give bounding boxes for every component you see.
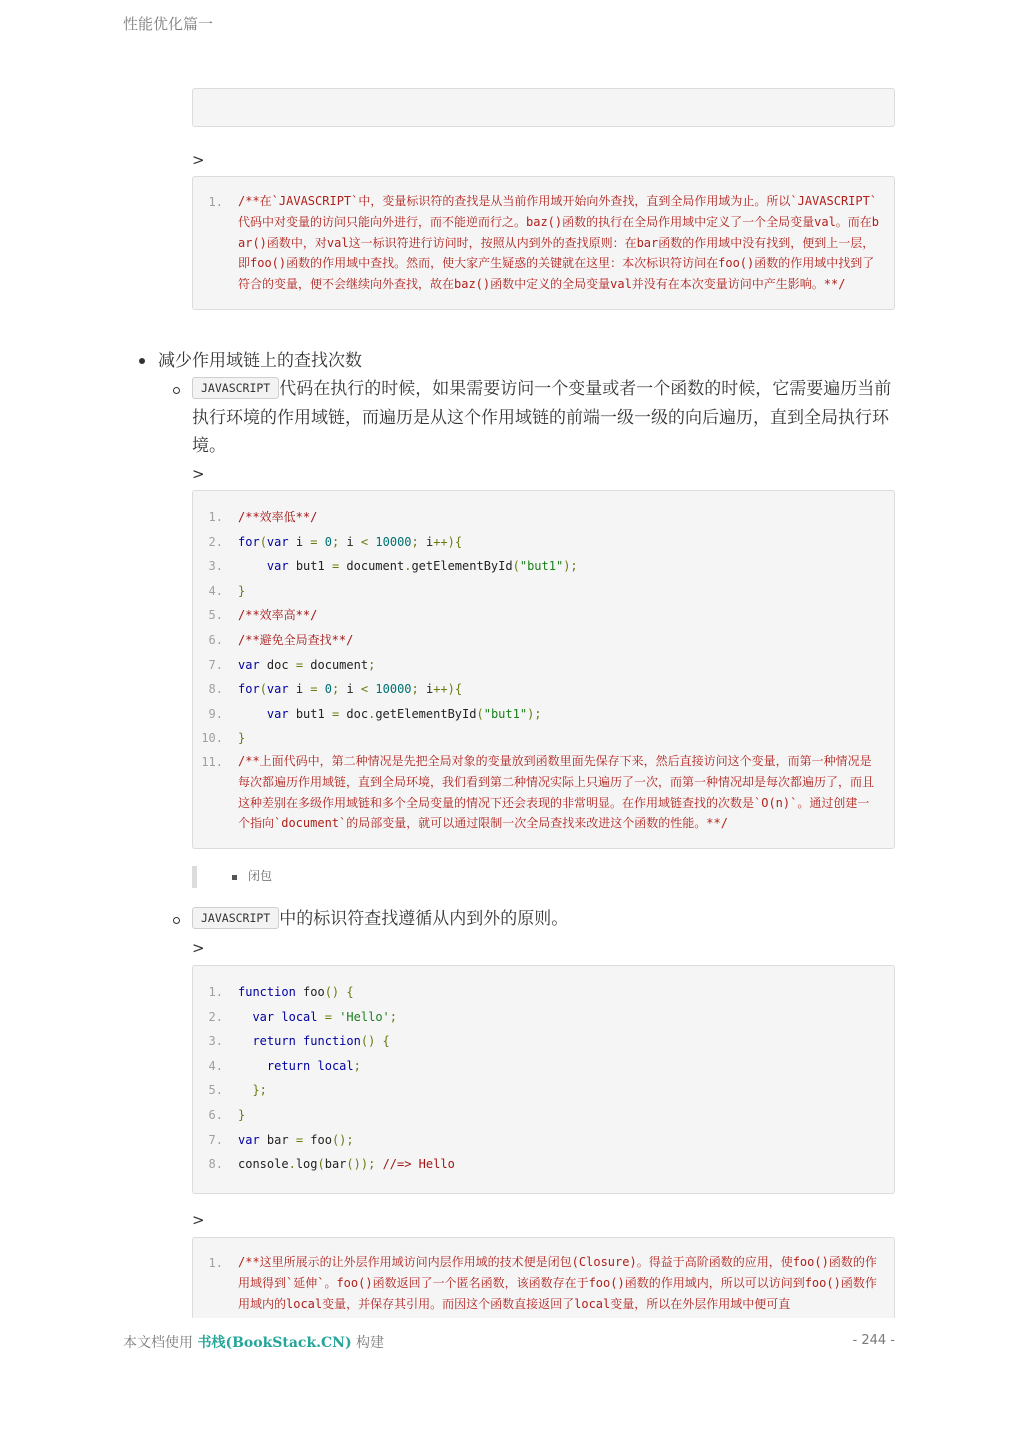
code-line: 10. } xyxy=(193,726,880,751)
line-number: 8. xyxy=(208,682,223,697)
code-block-lookup-efficiency xyxy=(192,490,895,849)
line-number: 1. xyxy=(208,510,223,524)
code-line: 9. var but1 = doc.getElementById("but1"); xyxy=(193,702,880,727)
line-number: 3. xyxy=(208,559,223,574)
square-bullet xyxy=(232,875,237,880)
code-line: 7. var bar = foo(); xyxy=(193,1128,880,1153)
code-line xyxy=(193,603,880,628)
blockquote-text: 闭包 xyxy=(248,869,273,883)
sub-bullet-text: 中的标识符查找遵循从内到外的原则。 xyxy=(279,909,569,929)
code-comment: //=> Hello xyxy=(382,1157,455,1172)
inline-code-javascript: JAVASCRIPT xyxy=(192,907,279,929)
code-line: 4. return local; xyxy=(193,1054,880,1079)
line-number: 2. xyxy=(208,534,223,549)
line-number: 7. xyxy=(208,1132,223,1147)
code-line: 3. return function() { xyxy=(193,1029,880,1054)
line-number: 5. xyxy=(208,608,223,623)
code-line: 4. } xyxy=(193,579,880,604)
code-line: 2. var local = 'Hello'; xyxy=(193,1005,880,1030)
code-line: 8. console.log(bar()); //=> Hello xyxy=(193,1152,880,1177)
code-line xyxy=(193,628,880,653)
line-number: 8. xyxy=(208,1157,223,1172)
bullet-disc xyxy=(139,358,145,364)
line-number: 1. xyxy=(208,985,223,999)
line-number: 10. xyxy=(201,731,223,746)
bullet-circle xyxy=(173,387,180,394)
line-number: 4. xyxy=(208,583,223,598)
bullet-reduce-scope-lookups: 减少作用域链上的查找次数 xyxy=(158,351,362,371)
page-number: - 244 - xyxy=(852,1333,895,1348)
code-line: 8. for(var i = 0; i < 10000; i++){ xyxy=(193,677,880,702)
code-line: 5. }; xyxy=(193,1078,880,1103)
bullet-circle xyxy=(173,917,180,924)
code-block-partial-top xyxy=(192,88,895,127)
line-number: 6. xyxy=(208,1107,223,1122)
code-line: 6. } xyxy=(193,1103,880,1128)
code-text: /**这里所展示的让外层作用域访问内层作用域的技术便是闭包(Closure)。得益于高阶函数的应用，使foo()函数的作用域得到`延伸`。foo()函数返回了一个匿名函数，该函数存在于foo()函数的作用域内，所以可以访问到foo()函数作用域内的local变量，并保存其引用。而因这个函数直接返回了local变量，所以在外层作用域中便可直 xyxy=(238,1255,877,1311)
code-comment: /**效率高**/ xyxy=(238,608,318,623)
code-block-closure-explanation xyxy=(192,1237,895,1318)
quote-marker: > xyxy=(192,151,205,169)
quote-marker: > xyxy=(192,1211,205,1229)
code-text: /**在`JAVASCRIPT`中，变量标识符的查找是从当前作用域开始向外查找，直到全局作用域为止。所以`JAVASCRIPT`代码中对变量的访问只能向外进行，而不能逆而行之。baz()函数的执行在全局作用域中定义了一个全局变量val。而在bar()函数中，对val这一标识符进行访问时，按照从内到外的查找原则：在bar函数的作用域中没有找到，便到上一层，即foo()函数的作用域中查找。然而，使大家产生疑惑的关键就在这里：本次标识符访问在foo()函数的作用域中找到了符合的变量，便不会继续向外查找，故在baz()函数中定义的全局变量val并没有在本次变量访问中产生影响。**/ xyxy=(238,194,880,292)
footer-brand-link[interactable]: 书栈(BookStack.CN) xyxy=(197,1335,352,1351)
code-line xyxy=(193,191,880,295)
code-line: 2. for(var i = 0; i < 10000; i++){ xyxy=(193,530,880,555)
footer-credit xyxy=(123,1332,384,1352)
footer-prefix: 本文档使用 xyxy=(123,1335,198,1351)
code-block-scope-explanation xyxy=(192,176,895,310)
quote-marker: > xyxy=(192,939,205,957)
inline-code-javascript: JAVASCRIPT xyxy=(192,377,279,399)
line-number: 1. xyxy=(208,1256,223,1270)
code-line: 1. function foo() { xyxy=(193,980,880,1005)
code-comment: /**避免全局查找**/ xyxy=(238,632,354,647)
code-string: 'Hello' xyxy=(339,1009,390,1024)
line-number: 1. xyxy=(208,195,223,209)
code-block-closure-example xyxy=(192,965,895,1194)
code-comment: /**效率低**/ xyxy=(238,510,318,524)
sub-bullet-text: 代码在执行的时候，如果需要访问一个变量或者一个函数的时候，它需要遍历当前执行环境的作用域链，而遍历是从这个作用域链的前端一级一级的向后遍历，直到全局执行环境。 xyxy=(192,379,892,456)
sub-bullet-identifier-lookup xyxy=(192,905,892,934)
quote-marker: > xyxy=(192,465,205,483)
page-header-title: 性能优化篇一 xyxy=(123,15,214,33)
code-line: 3. var but1 = document.getElementById("but1"); xyxy=(193,554,880,579)
code-line xyxy=(193,751,880,834)
line-number: 2. xyxy=(208,1009,223,1024)
line-number: 7. xyxy=(208,657,223,672)
line-number: 11. xyxy=(201,754,223,769)
code-text: /**上面代码中，第二种情况是先把全局对象的变量放到函数里面先保存下来，然后直接访问这个变量，而第一种情况是每次都遍历作用域链，直到全局环境，我们看到第二种情况实际上只遍历了一次，而第一种情况却是每次都遍历了，而且这种差别在多级作用域链和多个全局变量的情况下还会表现的非常明显。在作用域链查找的次数是`O(n)`。通过创建一个指向`document`的局部变量，就可以通过限制一次全局查找来改进这个函数的性能。**/ xyxy=(238,753,875,831)
footer-suffix: 构建 xyxy=(351,1335,385,1351)
code-line xyxy=(193,1252,880,1314)
sub-bullet-scope-chain xyxy=(192,375,892,461)
line-number: 6. xyxy=(208,632,223,647)
line-number: 9. xyxy=(208,706,223,721)
blockquote-closure xyxy=(192,866,337,888)
code-line: 7. var doc = document; xyxy=(193,653,880,678)
line-number: 3. xyxy=(208,1034,223,1049)
line-number: 4. xyxy=(208,1058,223,1073)
code-line xyxy=(193,505,880,530)
line-number: 5. xyxy=(208,1083,223,1098)
